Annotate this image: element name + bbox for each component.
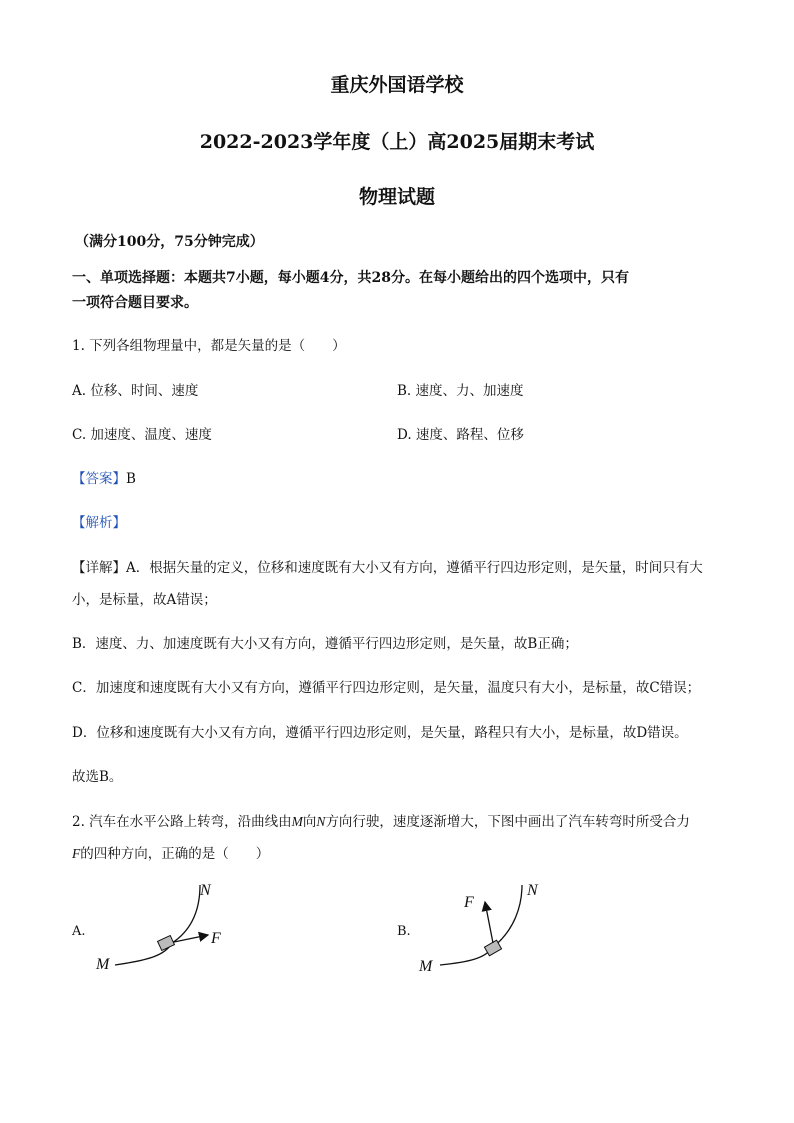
school-name: 重庆外国语学校 [330,74,464,96]
q1-detail-line5: D．位移和速度既有大小又有方向，遵循平行四边形定则，是矢量，路程只有大小，是标量，故D错误。 [72,725,688,741]
q1-answer [72,467,136,487]
q2-stem-f: F [72,846,81,861]
force-arrow [174,935,208,942]
subject-title: 物理试题 [358,186,435,208]
detail-tag: 【详解】 [72,560,126,576]
q1-detail-line1 [72,556,703,576]
q1-conclusion: 故选B。 [72,769,123,785]
q1-option-a: A. 位移、时间、速度 [72,383,199,399]
fig-b-diagram [410,880,570,990]
fig-b-label: B. [397,924,411,939]
fig-a-label: A. [72,924,86,939]
q2-stem-part4: 的四种方向，正确的是（ ） [80,846,270,862]
fig-a-diagram [90,880,250,990]
fig-a-m: M [96,956,110,973]
q1-detail-line4: C．加速度和速度既有大小又有方向，遵循平行四边形定则，是矢量，温度只有大小，是标量，故C错误； [72,680,701,696]
q2-stem-part1: 2. 汽车在水平公路上转弯，沿曲线由 [72,814,292,830]
q2-stem-n: N [316,814,326,829]
q2-stem-part3: 方向行驶，速度逐渐增大，下图中画出了汽车转弯时所受合力 [325,814,690,830]
fig-a-n: N [200,882,211,899]
q1-option-b: B. 速度、力、加速度 [397,383,524,399]
detail-text-1: A．根据矢量的定义，位移和速度既有大小又有方向，遵循平行四边形定则，是矢量，时间只有大 [126,560,703,576]
q1-stem: 1. 下列各组物理量中，都是矢量的是（ ） [72,338,346,354]
analysis-tag: 【解析】 [72,515,126,531]
fig-b-m: M [419,958,433,975]
q1-detail-line3: B．速度、力、加速度既有大小又有方向，遵循平行四边形定则，是矢量，故B正确； [72,636,578,652]
q2-stem-part2: 向 [302,814,317,830]
q2-stem-line1 [72,810,690,830]
section-heading-line1: 一、单项选择题：本题共7小题，每小题4分，共28分。在每小题给出的四个选项中，只有 [72,270,629,286]
curve-mn [115,885,200,965]
score-note: （满分100分，75分钟完成） [75,234,264,250]
force-arrow [485,902,493,943]
q1-option-d: D. 速度、路程、位移 [397,427,524,443]
answer-tag: 【答案】 [72,471,126,487]
fig-b-f: F [464,894,474,911]
exam-title: 2022-2023学年度（上）高2025届期末考试 [199,131,595,153]
section-heading-line2: 一项符合题目要求。 [72,295,198,311]
fig-b-n: N [527,882,538,899]
q1-detail-line2: 小，是标量，故A错误； [72,592,217,608]
q2-stem-line2 [72,842,269,862]
q1-option-c: C. 加速度、温度、速度 [72,427,212,443]
fig-a-f: F [211,930,221,947]
car-block [158,936,175,951]
answer-value: B [126,471,136,487]
q2-stem-m: M [291,814,303,829]
curve-mn [440,885,522,965]
